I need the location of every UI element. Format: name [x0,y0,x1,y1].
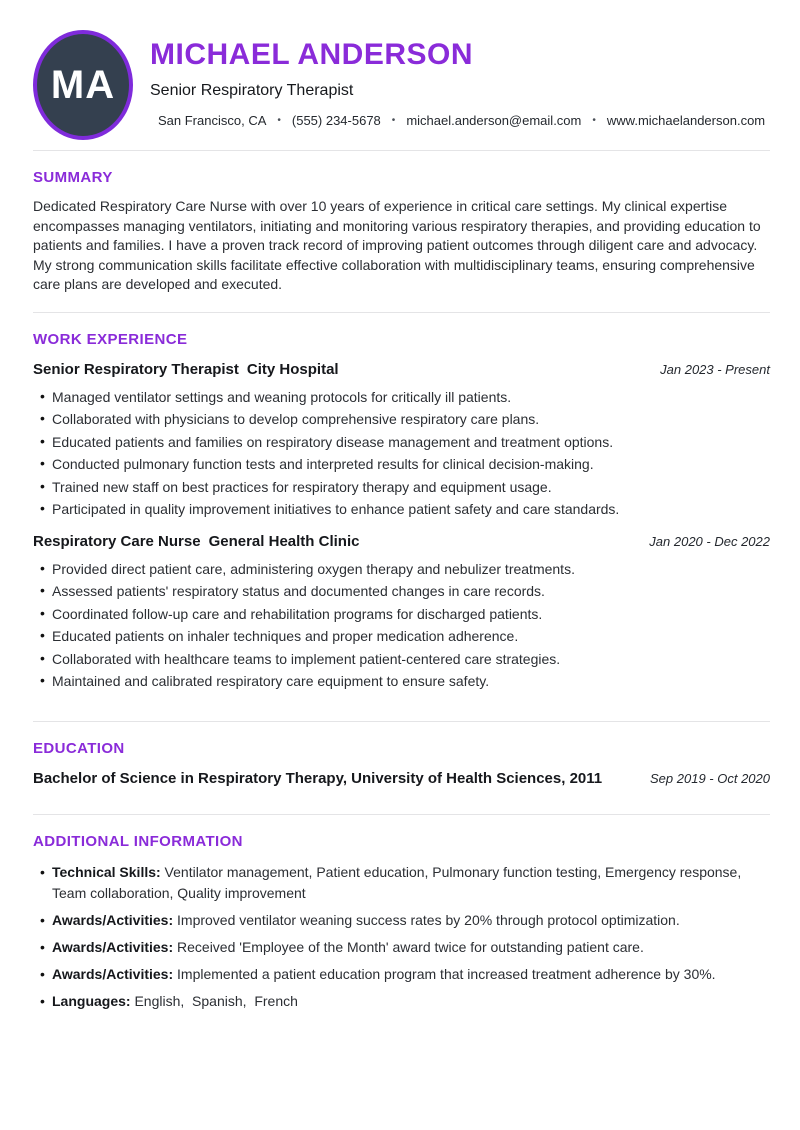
job-company: General Health Clinic [208,532,360,550]
job-dates: Jan 2020 - Dec 2022 [649,533,770,549]
resume-header [33,30,770,150]
job-bullet: • Provided direct patient care, administering oxygen therapy and nebulizer treatments. [52,561,770,579]
additional-info-item [52,991,770,1012]
item-text: Implemented a patient education program that increased treatment adherence by 30%. [173,965,716,982]
job-bullet-list [33,561,770,691]
job-entry [33,361,770,519]
summary-text: Dedicated Respiratory Care Nurse with over 10 years of experience in critical care settings. My clinical expertise encompasses managing ventilators, initiating and monitoring various respiratory therapies, and providing education to patients and families. I have a proven track record of improving patient outcomes through diligent care and advocacy. My strong communication skills facilitate effective collaboration with multidisciplinary teams, ensuring comprehensive care plans are developed and executed. [33,198,761,292]
additional-info-list [33,862,770,1012]
avatar [33,30,133,140]
item-text: Improved ventilator weaning success rates by 20% through protocol optimization. [173,911,680,928]
job-bullet: • Assessed patients' respiratory status and documented changes in care records. [52,583,770,601]
summary-section [33,151,770,312]
item-text: English, Spanish, French [130,992,298,1009]
dot-separator-icon: • [277,114,281,126]
item-text: Received 'Employee of the Month' award twice for outstanding patient care. [173,938,644,955]
education-section [33,722,770,814]
job-entry-head [33,361,770,379]
additional-info-heading: ADDITIONAL INFORMATION [33,832,243,850]
item-label: Awards/Activities: [52,965,174,982]
job-bullet: • Trained new staff on best practices for respiratory therapy and equipment usage. [52,479,770,497]
candidate-name: MICHAEL ANDERSON [150,38,474,71]
candidate-title: Senior Respiratory Therapist [150,82,354,99]
job-bullet: • Managed ventilator settings and weaning protocols for critically ill patients. [52,389,770,407]
job-company: City Hospital [246,360,339,378]
job-bullet: • Educated patients on inhaler techniques and proper medication adherence. [52,628,770,646]
item-text: Ventilator management, Patient education, Pulmonary function testing, Emergency response, Team collaboration, Quality improvement [52,863,745,901]
job-title [33,533,359,551]
summary-heading: SUMMARY [33,169,113,186]
job-title [33,361,339,379]
job-role: Senior Respiratory Therapist [33,360,239,378]
education-entry [33,770,770,814]
work-experience-section [33,313,770,721]
dot-separator-icon: • [592,114,596,126]
education-heading: EDUCATION [33,739,125,757]
job-bullet: • Coordinated follow-up care and rehabilitation programs for discharged patients. [52,606,770,624]
job-dates: Jan 2023 - Present [660,361,770,377]
job-bullet: • Participated in quality improvement initiatives to enhance patient safety and care standards. [52,501,770,519]
item-label: Technical Skills: [52,863,161,880]
education-degree: Bachelor of Science in Respiratory Therapy, University of Health Sciences, 2011 [33,769,603,787]
header-text [150,30,765,127]
job-entry [33,533,770,691]
contact-email: michael.anderson@email.com [406,113,582,128]
contact-row [150,114,765,127]
contact-phone: (555) 234-5678 [291,113,381,128]
job-role: Respiratory Care Nurse [33,532,201,550]
additional-info-section [33,815,770,1012]
job-bullet: • Maintained and calibrated respiratory care equipment to ensure safety. [52,673,770,691]
item-label: Awards/Activities: [52,938,174,955]
education-dates: Sep 2019 - Oct 2020 [650,770,770,786]
job-bullet: • Collaborated with healthcare teams to implement patient-centered care strategies. [52,651,770,669]
contact-location: San Francisco, CA [158,113,267,128]
item-label: Languages: [52,992,131,1009]
dot-separator-icon: • [391,114,396,126]
additional-info-item [52,964,770,985]
avatar-initials: MA [50,62,116,107]
additional-info-item [52,910,770,931]
additional-info-item [52,937,770,958]
item-label: Awards/Activities: [52,911,174,928]
job-bullet-list [33,389,770,519]
job-bullet: • Collaborated with physicians to develop comprehensive respiratory care plans. [52,411,770,429]
job-entry-head [33,533,770,551]
job-bullet: • Educated patients and families on respiratory disease management and treatment options. [52,434,770,452]
work-experience-heading: WORK EXPERIENCE [33,330,188,348]
job-bullet: • Conducted pulmonary function tests and interpreted results for clinical decision-making. [52,456,770,474]
additional-info-item [52,862,770,904]
contact-website: www.michaelanderson.com [606,113,766,128]
